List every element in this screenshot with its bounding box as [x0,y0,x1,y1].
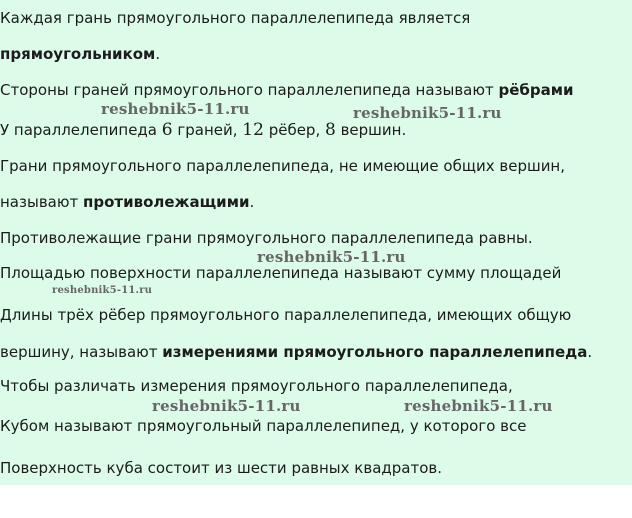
text-line: вершину, называют измерениями прямоугольного параллелепипеда. [0,343,593,361]
text-line: Площадью поверхности параллелепипеда называют сумму площадей [0,264,562,282]
text-line: Каждая грань прямоугольного параллелепипеда является [0,9,471,27]
text-line: У параллелепипеда 6 граней, 12 рёбер, 8 вершин. [0,120,407,140]
watermark: reshebnik5-11.ru [353,104,502,122]
text-line: Длины трёх рёбер прямоугольного параллелепипеда, имеющих общую [0,306,572,324]
text-line: Поверхность куба состоит из шести равных квадратов. [0,459,442,477]
text-line: Стороны граней прямоугольного параллелепипеда называют рёбрами [0,81,574,99]
text-line: Грани прямоугольного параллелепипеда, не имеющие общих вершин, [0,157,566,175]
watermark: reshebnik5-11.ru [101,100,250,118]
bold-term: прямоугольником [0,45,156,63]
text-line: Противолежащие грани прямоугольного параллелепипеда равны. [0,229,533,247]
watermark: reshebnik5-11.ru [404,397,553,415]
watermark: reshebnik5-11.ru [257,248,406,266]
bold-term: рёбрами [498,81,574,99]
watermark: reshebnik5-11.ru [152,397,301,415]
text-line: прямоугольником. [0,45,161,63]
watermark: reshebnik5-11.ru [52,285,153,296]
bold-term: противолежащими [82,193,250,211]
text-line: Кубом называют прямоугольный параллелепипед, у которого все [0,417,527,435]
bold-term: измерениями прямоугольного параллелепипеда [162,343,588,361]
text-line: называют противолежащими. [0,193,255,211]
text-line: Чтобы различать измерения прямоугольного параллелепипеда, [0,377,513,395]
